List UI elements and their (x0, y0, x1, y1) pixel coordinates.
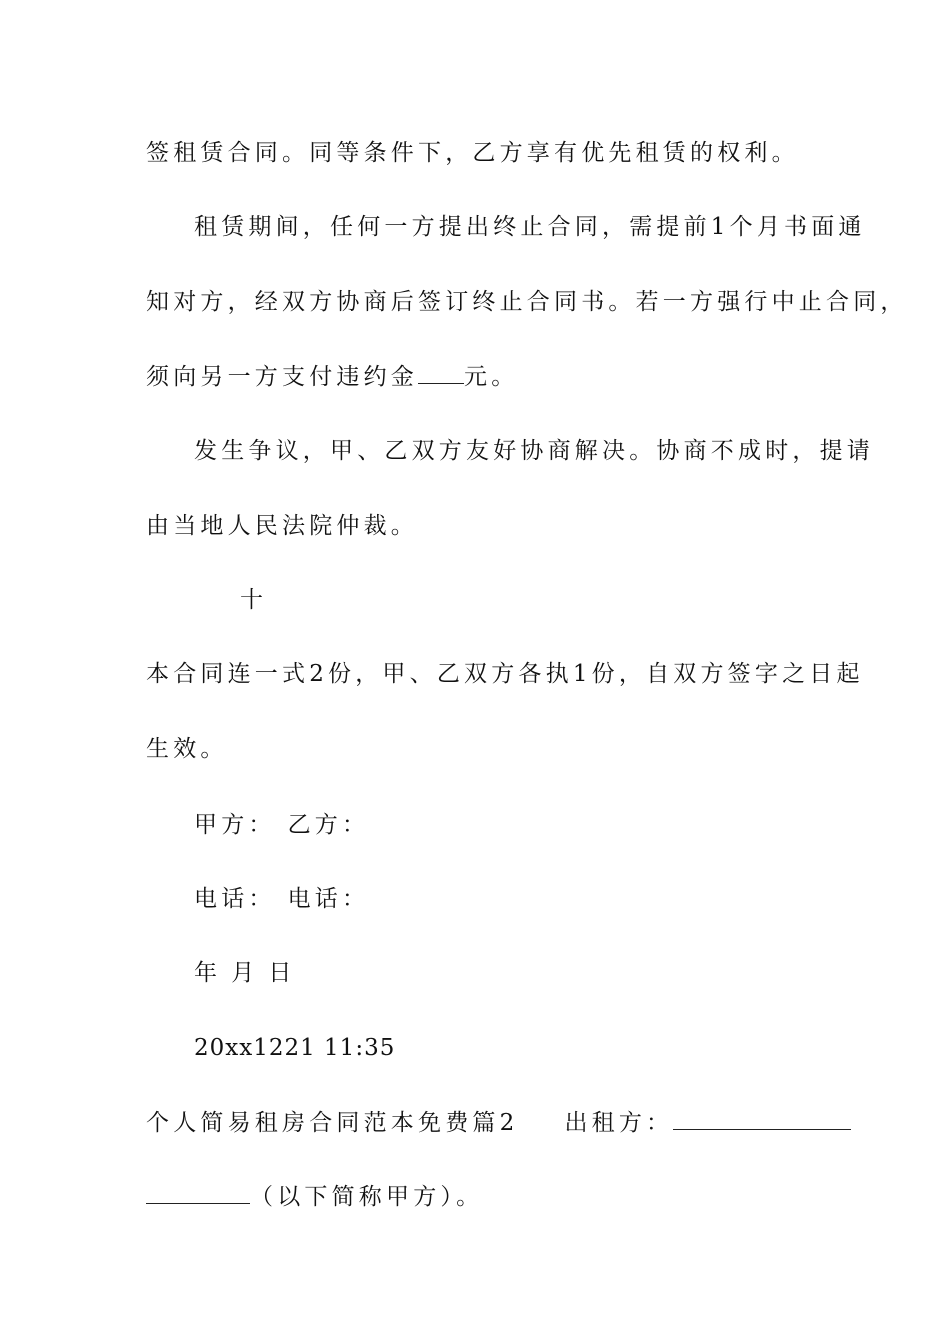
phone-b-label: 电话： (287, 886, 370, 912)
party-b-label: 乙方： (287, 812, 370, 838)
contract-heading-line (146, 1108, 851, 1138)
signature-phone-line (194, 884, 369, 914)
text-fragment: 须向另一方支付违约金 (146, 364, 418, 390)
paragraph-line: 知对方，经双方协商后签订终止合同书。若一方强行中止合同， (146, 289, 908, 315)
paragraph-line: 由当地人民法院仲裁。 (146, 513, 418, 539)
blank-line (146, 1183, 250, 1204)
text-fragment: （以下简称甲方）。 (250, 1184, 484, 1210)
contract-title: 个人简易租房合同范本免费篇2 (146, 1110, 519, 1136)
day-label: 日 (268, 960, 296, 986)
timestamp: 20xx1221 11:35 (194, 1035, 396, 1061)
party-a-label: 甲方： (194, 812, 276, 838)
paragraph-line: 生效。 (146, 736, 228, 762)
text-fragment: 元。 (464, 364, 519, 390)
paragraph-line: 租赁期间，任何一方提出终止合同，需提前1个月书面通 (194, 214, 866, 240)
phone-a-label: 电话： (194, 886, 276, 912)
lessor-label: 出租方： (564, 1110, 674, 1136)
date-line (194, 958, 296, 988)
blank-line (418, 363, 464, 384)
paragraph-line (146, 362, 518, 392)
paragraph-line: 本合同连一式2份，甲、乙双方各执1份，自双方签字之日起 (146, 661, 864, 687)
signature-party-line (194, 810, 369, 840)
paragraph-line: 发生争议，甲、乙双方友好协商解决。协商不成时，提请 (194, 438, 874, 464)
paragraph-line: 签租赁合同。同等条件下，乙方享有优先租赁的权利。 (146, 140, 799, 166)
section-number: 十 (240, 587, 268, 613)
year-label: 年 (194, 960, 222, 986)
paragraph-line (146, 1182, 483, 1212)
blank-line (673, 1109, 851, 1130)
month-label: 月 (231, 960, 259, 986)
